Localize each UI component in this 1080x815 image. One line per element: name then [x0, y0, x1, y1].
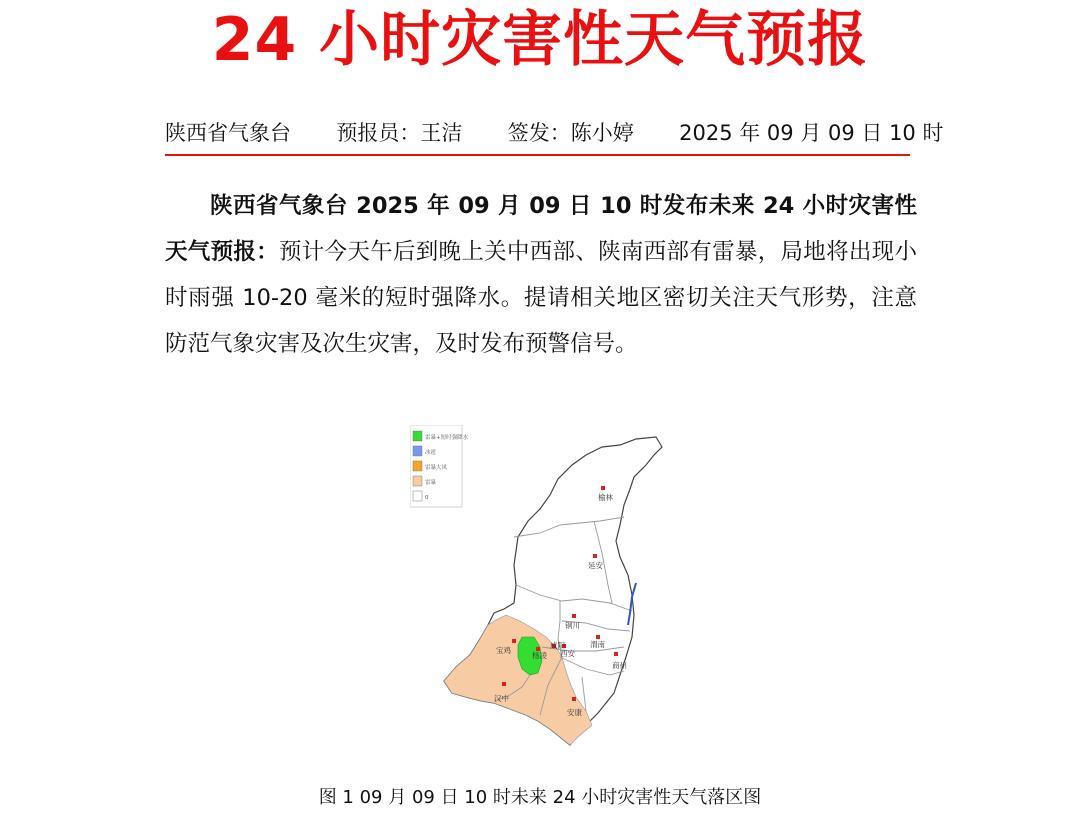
legend-swatch-3	[413, 476, 422, 486]
legend-label-2: 雷暴大风	[425, 465, 448, 471]
legend-swatch-2	[413, 461, 422, 471]
shaanxi-map-svg	[410, 425, 670, 750]
forecast-text: 预计今天午后到晚上关中西部、陕南西部有雷暴，局地将出现小时雨强 10-20 毫米的短时强降水。提请相关地区密切关注天气形势，注意防范气象灾害及次生灾害，及时发布预警信号。	[165, 239, 917, 357]
issuer-org: 陕西省气象台	[165, 121, 291, 145]
city-label-hanzhong: 汉中	[494, 694, 509, 703]
city-label-yulin: 榆林	[598, 493, 613, 502]
city-label-yangling: 杨凌	[532, 651, 547, 660]
city-label-weinan: 渭南	[590, 640, 605, 649]
city-label-xian: 西安	[560, 649, 575, 658]
forecast-body	[165, 183, 917, 367]
city-label-yanan: 延安	[588, 561, 603, 570]
legend-label-3: 雷暴	[425, 480, 437, 486]
city-label-xianyang: 咸阳	[550, 641, 565, 650]
forecaster: 预报员：王洁	[336, 121, 463, 145]
legend-swatch-4	[413, 491, 422, 501]
report-title: 24 小时灾害性天气预报	[211, 5, 869, 75]
legend-label-0: 雷暴+短时强降水	[425, 435, 469, 441]
city-label-tongchuan: 铜川	[565, 621, 580, 630]
city-label-baoji: 宝鸡	[496, 646, 511, 655]
issue-datetime: 2025 年 09 月 09 日 10 时	[679, 121, 944, 145]
city-label-ankang: 安康	[567, 708, 582, 717]
forecast-lead: 陕西省气象台 2025 年 09 月 09 日 10 时发布未来 24 小时灾害性天气预报：	[165, 193, 917, 265]
legend-swatch-0	[413, 431, 422, 441]
map-legend	[410, 425, 469, 507]
legend-label-4: 0	[425, 495, 429, 501]
signer: 签发：陈小婷	[507, 121, 634, 145]
forecast-map	[410, 425, 670, 750]
figure-caption: 图 1 09 月 09 日 10 时未来 24 小时灾害性天气落区图	[318, 787, 762, 808]
city-label-shangzhou: 商州	[612, 661, 627, 670]
legend-label-1: 冰雹	[425, 450, 437, 456]
issuer-line	[165, 118, 944, 156]
legend-swatch-1	[413, 446, 422, 456]
